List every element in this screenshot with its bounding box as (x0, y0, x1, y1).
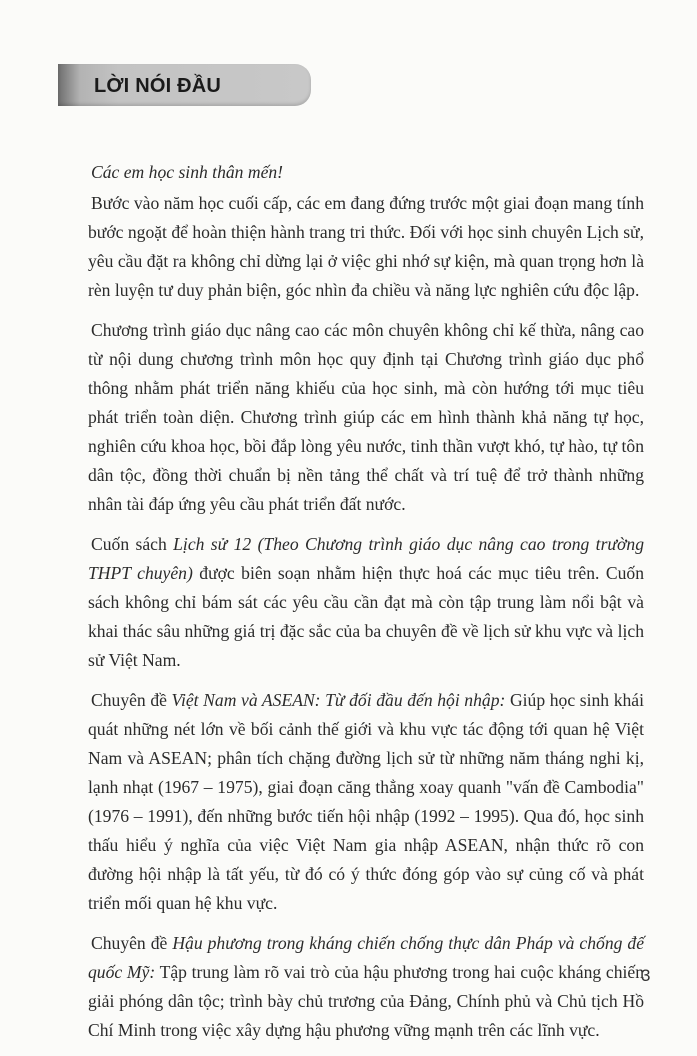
body-text (88, 158, 644, 1056)
paragraph-intro: Bước vào năm học cuối cấp, các em đang đứng trước một giai đoạn mang tính bước ngoặt để hoàn thiện hành trang tri thức. Đối với học sinh chuyên Lịch sử, yêu cầu đặt ra không chỉ dừng lại ở việc ghi nhớ sự kiện, mà quan trọng hơn là rèn luyện tư duy phản biện, góc nhìn đa chiều và năng lực nghiên cứu độc lập. (88, 193, 644, 300)
book-title: Lịch sử 12 (Theo Chương trình giáo dục nâng cao trong trường THPT chuyên) (88, 534, 644, 583)
topic-rear-lead: Chuyên đề (91, 933, 173, 953)
topic-rear-title: Hậu phương trong kháng chiến chống thực dân Pháp và chống đế quốc Mỹ: (88, 933, 644, 982)
topic-asean-title: Việt Nam và ASEAN: Từ đối đầu đến hội nhập: (171, 690, 506, 710)
page-title: LỜI NÓI ĐẦU (94, 75, 222, 97)
salutation: Các em học sinh thân mến! (91, 162, 284, 182)
paragraph-book-rest: được biên soạn nhằm hiện thực hoá các mục tiêu trên. Cuốn sách không chỉ bám sát các yêu cầu cần đạt mà còn tập trung làm nổi bật và khai thác sâu những giá trị đặc sắc của ba chuyên đề về lịch sử khu vực và lịch sử Việt Nam. (88, 563, 645, 670)
paragraph-topic-rear (88, 929, 644, 1045)
topic-asean-body: Giúp học sinh khái quát những nét lớn về bối cảnh thế giới và khu vực tác động tới quan hệ Việt Nam và ASEAN; phân tích chặng đường lịch sử từ những năm tháng nghi kị, lạnh nhạt (1967 – 1975), giai đoạn căng thẳng xoay quanh "vấn đề Cambodia" (1976 – 1991), đến những bước tiến hội nhập (1992 – 1995). Qua đó, học sinh thấu hiểu ý nghĩa của việc Việt Nam gia nhập ASEAN, nhận thức rõ con đường hội nhập là tất yếu, từ đó có ý thức đóng góp vào sự củng cố và phát triển mối quan hệ khu vực. (88, 690, 644, 913)
topic-rear-body: Tập trung làm rõ vai trò của hậu phương trong hai cuộc kháng chiến giải phóng dân tộc; trình bày chủ trương của Đảng, Chính phủ và Chủ tịch Hồ Chí Minh trong việc xây dựng hậu phương vững mạnh trên các lĩnh vực. (88, 962, 644, 1040)
paragraph-topic-asean (88, 686, 644, 918)
page-number: 3 (641, 966, 651, 985)
topic-asean-lead: Chuyên đề (91, 690, 172, 710)
paragraph-book-lead: Cuốn sách (91, 534, 174, 554)
paragraph-book (88, 530, 644, 675)
paragraph-program: Chương trình giáo dục nâng cao các môn chuyên không chỉ kế thừa, nâng cao từ nội dung chương trình môn học quy định tại Chương trình giáo dục phổ thông nhằm phát triển năng khiếu của học sinh, mà còn hướng tới mục tiêu phát triển toàn diện. Chương trình giúp các em hình thành khả năng tự học, nghiên cứu khoa học, bồi đắp lòng yêu nước, tinh thần vượt khó, tự hào, tự tôn dân tộc, đồng thời chuẩn bị nền tảng thể chất và trí tuệ để trở thành những nhân tài đáp ứng yêu cầu phát triển đất nước. (88, 320, 644, 514)
